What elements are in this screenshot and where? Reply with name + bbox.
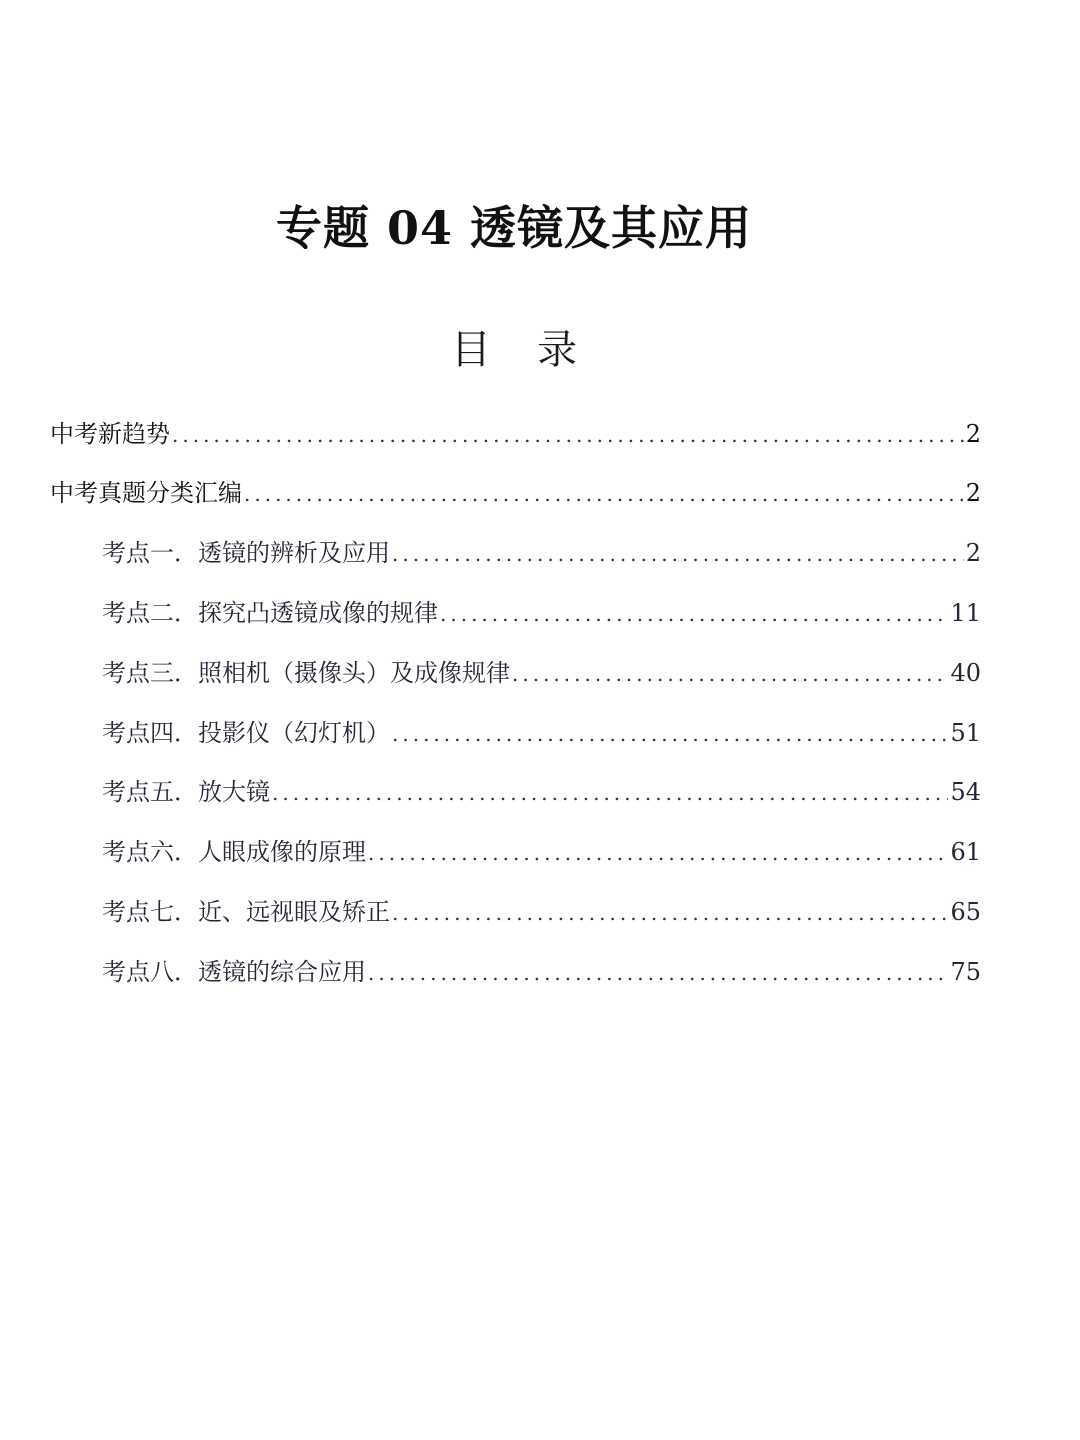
- toc-entry-page: 75: [950, 958, 981, 986]
- toc-entry-point-4[interactable]: [102, 703, 981, 763]
- toc-leader-dots: [244, 464, 964, 524]
- toc-entry-label: 中考新趋势: [50, 420, 170, 448]
- toc-entry-point-6[interactable]: [102, 822, 981, 882]
- toc-entry-label: 考点四．投影仪（幻灯机）: [102, 719, 390, 747]
- toc-leader-dots: [392, 704, 948, 764]
- document-title: 专题 04 透镜及其应用: [275, 201, 753, 255]
- toc-entry-page: 2: [965, 539, 981, 567]
- toc-entry-point-3[interactable]: [102, 643, 981, 703]
- toc-leader-dots: [440, 584, 948, 644]
- toc-entry-exam-compilation[interactable]: [50, 463, 981, 523]
- toc-entry-label: 考点六．人眼成像的原理: [102, 838, 366, 866]
- toc-entry-page: 40: [950, 659, 981, 687]
- toc-entry-label: 考点七．近、远视眼及矫正: [102, 898, 390, 926]
- toc-entry-page: 61: [950, 838, 981, 866]
- toc-entry-point-5[interactable]: [102, 762, 981, 822]
- toc-leader-dots: [512, 644, 948, 704]
- toc-entry-label: 考点八．透镜的综合应用: [102, 958, 366, 986]
- toc-entry-point-1[interactable]: [102, 523, 981, 583]
- toc-entry-page: 54: [950, 778, 981, 806]
- toc-leader-dots: [272, 763, 948, 823]
- toc-entry-point-7[interactable]: [102, 882, 981, 942]
- toc-entry-point-8[interactable]: [102, 942, 981, 1002]
- toc-heading: 目 录: [450, 327, 580, 373]
- toc-entry-page: 2: [965, 479, 981, 507]
- toc-entry-label: 考点一．透镜的辨析及应用: [102, 539, 390, 567]
- toc-entry-point-2[interactable]: [102, 583, 981, 643]
- toc-leader-dots: [368, 943, 948, 1003]
- toc-entry-page: 65: [950, 898, 981, 926]
- toc-entry-page: 2: [965, 420, 981, 448]
- toc-leader-dots: [392, 524, 964, 584]
- toc-leader-dots: [172, 405, 964, 465]
- toc-leader-dots: [368, 823, 948, 883]
- toc-entry-label: 考点五．放大镜: [102, 778, 270, 806]
- toc-entry-page: 51: [950, 719, 981, 747]
- toc-entry-label: 考点三．照相机（摄像头）及成像规律: [102, 659, 510, 687]
- toc-entry-label: 考点二．探究凸透镜成像的规律: [102, 599, 438, 627]
- toc-entry-page: 11: [950, 599, 981, 627]
- toc-entry-label: 中考真题分类汇编: [50, 479, 242, 507]
- toc-entry-trends[interactable]: [50, 404, 981, 464]
- toc-leader-dots: [392, 883, 948, 943]
